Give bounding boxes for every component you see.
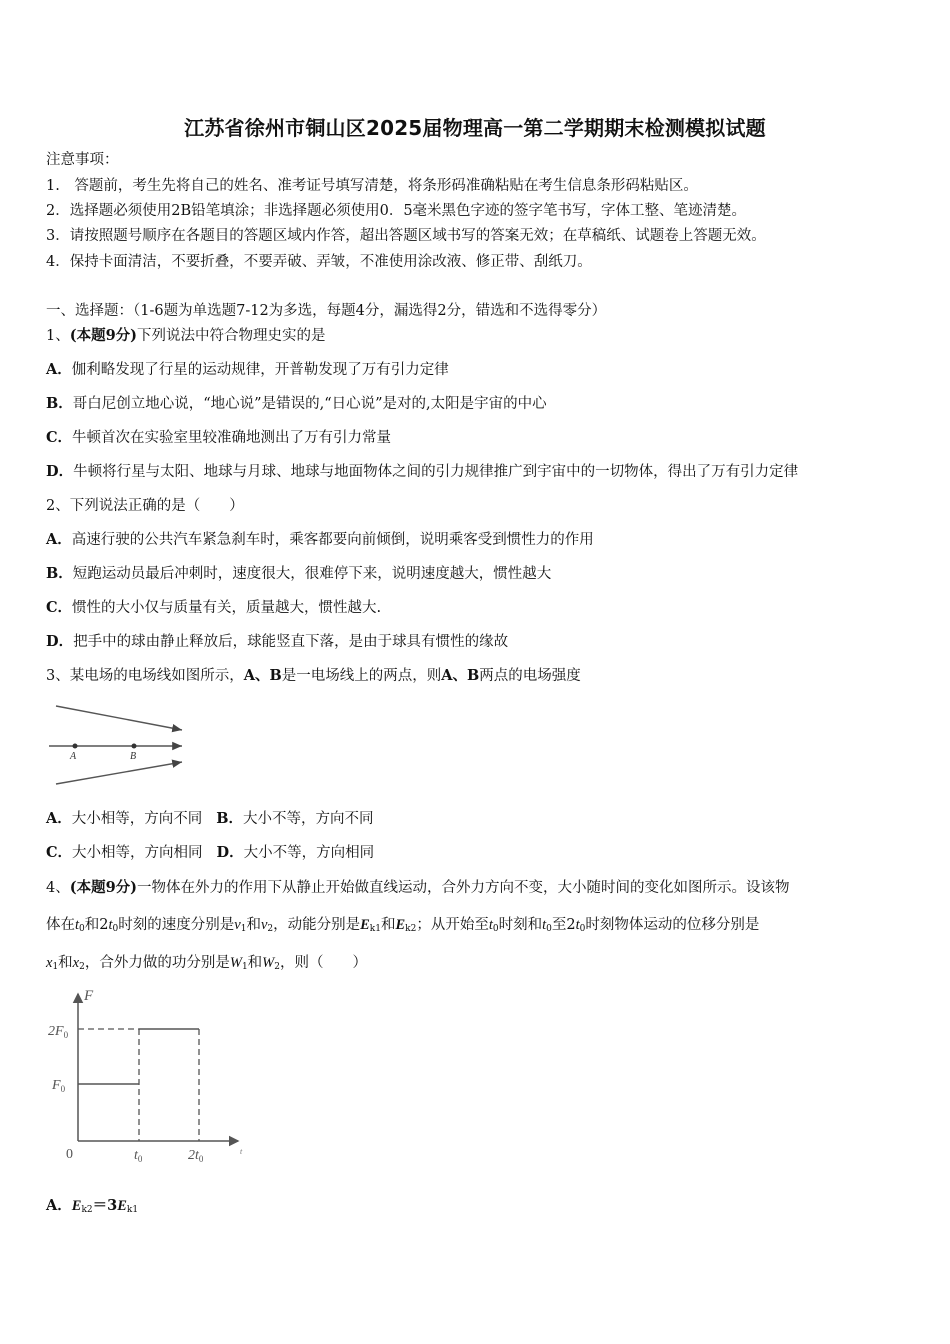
graph-tick-2t0: $2t_0$ xyxy=(188,1148,204,1164)
q2-option-d: D．把手中的球由静止释放后，球能竖直下落，是由于球具有惯性的缘故 xyxy=(46,633,509,650)
field-line-top xyxy=(56,706,182,730)
electric-field-figure xyxy=(46,700,188,788)
notice-item-2: 2．选择题必须使用2B铅笔填涂；非选择题必须使用0．5毫米黑色字迹的签字笔书写，字体工整、笔迹清楚。 xyxy=(46,203,747,219)
q2-option-a: A．高速行驶的公共汽车紧急刹车时，乘客都要向前倾倒，说明乘客受到惯性力的作用 xyxy=(46,531,594,548)
q4-option-a: A．$E_{k2}=3E_{k1}$ xyxy=(46,1197,139,1215)
notice-item-3: 3．请按照题号顺序在各题目的答题区域内作答，超出答题区域书写的答案无效；在草稿纸、试题卷上答题无效。 xyxy=(46,228,766,244)
q3-options-row-1: A．大小相等，方向不同 B．大小不等，方向不同 xyxy=(46,810,374,827)
notice-item-4: 4．保持卡面清洁，不要折叠，不要弄破、弄皱，不准使用涂改液、修正带、刮纸刀。 xyxy=(46,254,592,270)
q2-option-c: C．惯性的大小仅与质量有关，质量越大，惯性越大. xyxy=(46,599,382,616)
page-title: 江苏省徐州市铜山区2025届物理高一第二学期期末检测模拟试题 xyxy=(184,116,766,140)
question-3-stem: 3、某电场的电场线如图所示，A、B是一电场线上的两点，则A、B两点的电场强度 xyxy=(46,667,581,684)
graph-tick-2f0: $2F_0$ xyxy=(48,1024,69,1040)
field-line-bottom xyxy=(56,762,182,784)
section-heading: 一、选择题：（1-6题为单选题7-12为多选，每题4分，漏选得2分，错选和不选得零分） xyxy=(46,303,607,319)
q2-option-b: B．短跑运动员最后冲刺时，速度很大，很难停下来，说明速度越大，惯性越大 xyxy=(46,565,552,582)
question-2-stem: 2、下列说法正确的是（ ） xyxy=(46,498,244,514)
q1-text: 下列说法中符合物理史实的是 xyxy=(137,328,326,344)
q3-options-row-2: C．大小相等，方向相同 D．大小不等，方向相同 xyxy=(46,844,375,861)
point-a-label: A xyxy=(70,751,77,762)
graph-tick-t0: $t_0$ xyxy=(134,1148,143,1164)
graph-y-label: F xyxy=(84,988,94,1004)
q1-option-d: D．牛顿将行星与太阳、地球与月球、地球与地面物体之间的引力规律推广到宇宙中的一切物体，得出了万有引力定律 xyxy=(46,463,799,480)
question-4-line-3: $x_1$和$x_2$，合外力做的功分别是$W_1$和$W_2$，则（ ） xyxy=(46,955,367,972)
q1-number: 1、 xyxy=(46,328,70,344)
point-a-dot xyxy=(73,744,78,749)
question-1-stem xyxy=(46,326,326,346)
point-b-dot xyxy=(132,744,137,749)
graph-origin-label: 0 xyxy=(66,1147,73,1162)
force-time-graph xyxy=(46,984,251,1169)
question-4-line-2: 体在$t_0$和$2t_0$时刻的速度分别是$v_1$和$v_2$，动能分别是$E_{k1}$和$E_{k2}$；从开始至$t_0$时刻和$t_0$至$2t_0$时刻物体运动的位移分别是 xyxy=(46,917,760,934)
point-b-label: B xyxy=(130,751,137,762)
q1-option-a: A．伽利略发现了行星的运动规律，开普勒发现了万有引力定律 xyxy=(46,361,449,378)
notice-item-1: 1. 答题前，考生先将自己的姓名、准考证号填写清楚，将条形码准确粘贴在考生信息条形码粘贴区。 xyxy=(46,178,698,194)
q1-option-c: C．牛顿首次在实验室里较准确地测出了万有引力常量 xyxy=(46,429,392,446)
question-4-line-1: 4、(本题9分)一物体在外力的作用下从静止开始做直线运动，合外力方向不变，大小随时间的变化如图所示。设该物 xyxy=(46,879,790,896)
notice-heading: 注意事项： xyxy=(46,152,119,168)
q1-option-b: B．哥白尼创立地心说，“地心说”是错误的,“日心说”是对的,太阳是宇宙的中心 xyxy=(46,395,547,412)
graph-tick-f0: $F_0$ xyxy=(52,1078,66,1094)
q1-tag: (本题9分) xyxy=(69,327,138,344)
graph-x-label: t xyxy=(240,1147,243,1156)
